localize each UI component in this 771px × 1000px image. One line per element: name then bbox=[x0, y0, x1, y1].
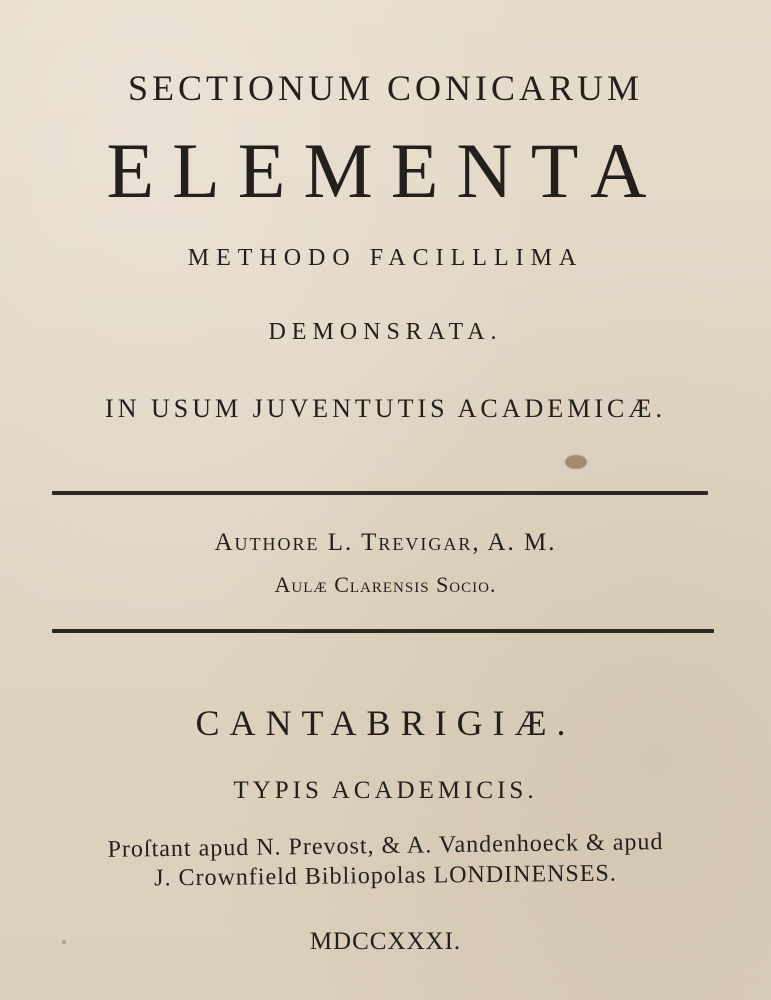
author-line-1: Authore L. Trevigar, A. M. bbox=[214, 529, 557, 556]
title-line-1: SECTIONUM CONICARUM bbox=[127, 68, 644, 108]
bottom-rule bbox=[52, 629, 714, 633]
seller-line-1: Proſtant apud N. Prevost, & A. Vandenhoeck & apud bbox=[107, 829, 664, 863]
place-of-publication: CANTABRIGIÆ. bbox=[195, 703, 576, 743]
subtitle-line-3: IN USUM JUVENTUTIS ACADEMICÆ. bbox=[105, 394, 666, 423]
press-line: TYPIS ACADEMICIS. bbox=[233, 777, 538, 804]
author-line-2: Aulæ Clarensis Socio. bbox=[274, 572, 497, 597]
subtitle-line-2: DEMONSRATA. bbox=[268, 319, 503, 345]
subtitle-line-1: METHODO FACILLLIMA bbox=[187, 245, 584, 271]
paper-stain bbox=[565, 455, 587, 469]
top-rule bbox=[52, 491, 708, 495]
seller-line-2: J. Crownfield Bibliopolas LONDINENSES. bbox=[154, 860, 617, 892]
title-line-2: ELEMENTA bbox=[106, 127, 665, 214]
publication-date: MDCCXXXI. bbox=[309, 928, 462, 955]
